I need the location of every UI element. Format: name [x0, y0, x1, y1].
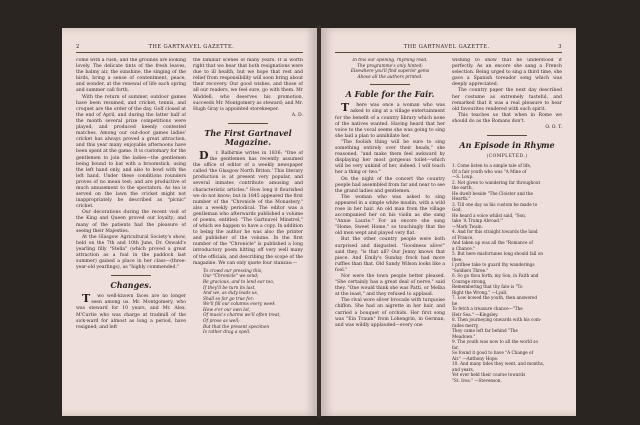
verse-line: How e'er our own lot, — [203, 307, 251, 313]
verse-line: Of prose as well; — [203, 319, 240, 325]
paragraph: The woman who was asked to sing appeared in a simple white muslin, with a wild rose in her hair. An old man from the village accompanied her on his violin as she sang "Annie Laurie." For an encore she sang "Home, Sweet Home," so touchingly that the old men wept and played very flat. — [335, 194, 445, 237]
paragraph: come with a rush, and the grounds are looking lovely. The delicate tints of the fresh leaves, the balmy air, the sunshine, the singing of the birds, bring a sense of contentment, peace, and wonder, at the renewal of life each spring and summer call forth. — [76, 58, 186, 94]
verse-line: And we, as duty leads us, — [203, 291, 259, 297]
verse-line: Our "Chronicle" we send; — [203, 274, 259, 280]
poem-line: So found it good to have "A Change of — [452, 350, 534, 356]
running-title: THE GARTNAVEL GAZETTE. — [403, 44, 490, 50]
paragraph: There was once a woman who was asked to sing at a village entertainment for the benefit of a country library which none of the natives wanted. Having heard that her voice to the vocal seems she was going to sing she laid a plan to annihilate her. — [335, 101, 445, 139]
verse-line: Of music's charms we'll often treat, — [203, 313, 281, 319]
poem-line: take 'A Trump Abroad.'" — [452, 218, 504, 224]
poem-line: far, — [452, 344, 459, 350]
poem-line: Meadows." — [452, 333, 476, 339]
poem-line: I prithee take to guard thy wanderings — [452, 262, 535, 268]
poem-line: 3. Till one day as his custom he made to — [452, 201, 538, 207]
left-page — [62, 28, 317, 416]
poem-line: thee, — [452, 256, 463, 262]
running-title: THE GARTNAVEL GAZETTE. — [148, 44, 235, 50]
paragraph: At the Glasgow Agricultural Society's show, held on the 7th and 10th June, Dr. Oswald's yearling filly "Stella" (which proved a great attraction as a foal in the paddock last summer) gained a place in her class—(three-year-old yearlings), as "highly commended." — [76, 234, 186, 271]
poem-line: "St. Ives." —Stevenson. — [452, 377, 502, 383]
poem-line: Air." —Anthony Hope. — [452, 355, 499, 361]
verse-line: Is rather drag a spell. — [203, 330, 251, 336]
poem-line: And taken up was all the "Romance of — [452, 240, 533, 246]
poem-line: "Soldiers Three." — [452, 267, 489, 273]
poem-line: Right the Wrong." —Lyall. — [452, 289, 508, 295]
poem-line: —Mark Twain. — [452, 223, 483, 229]
poem-line: He heard a voice whilst said, "Son, — [452, 212, 527, 218]
poem-line: 6. So go thou forth, my Son, in Faith and — [452, 273, 539, 279]
divider — [487, 135, 527, 136]
verse-line: Above all the authors printed. — [357, 74, 423, 80]
top-verse — [335, 58, 445, 80]
poem-line: the earth, — [452, 185, 473, 191]
verse-line: If they'll be turn its last, — [203, 285, 256, 291]
verse-line: We'll fill our columns every week — [203, 302, 275, 308]
poem-line: 1. Come listen to a simple tale of life, — [452, 163, 532, 169]
verse-line: In this our opening, rhyming read, — [352, 58, 428, 63]
poem-line: 5. But here misfortunes long should fall on — [452, 251, 543, 257]
poem-line: They came left far behind "The — [452, 328, 518, 334]
poem-line: He dwelt beside "The Cloister and the — [452, 190, 534, 196]
poem-line: 2. Not given to wandering far throughout — [452, 179, 541, 185]
poem-line: Courage strong, — [452, 278, 487, 284]
poem-line: Yet ever held their course towards — [452, 372, 526, 378]
poem-line: Remembering that thy fate is "To — [452, 284, 523, 290]
left-column-1 — [76, 58, 186, 331]
poem-line: Of a fair youth who was "A Mine of — [452, 168, 527, 174]
left-column-2 — [193, 58, 303, 336]
poem-line: 7. Low bowed the youth, then answered — [452, 295, 538, 301]
poem-line: To fetch a treasure chance—"The — [452, 306, 523, 312]
verse-line: Shall so far go true for: — [203, 296, 254, 302]
poem-line: 9. The youth was now to all the world so — [452, 339, 538, 345]
divider — [370, 84, 410, 85]
verse-line: The programme's only hinted; — [357, 63, 423, 69]
verse-line: Be gracious, and to lend ear too, — [203, 279, 275, 285]
poem-line: 8. Then journeying onwards with his com- — [452, 317, 542, 323]
verse-line: Elsewhere you'll find superior gems — [350, 69, 430, 75]
poem-line: rades merry, — [452, 322, 479, 328]
fable-body — [335, 103, 445, 328]
page-number: 2 — [76, 44, 80, 50]
right-page — [321, 28, 576, 416]
poem-line: Heir Sea." —Kingsley. — [452, 311, 499, 317]
paragraph: the familiar scenes of many years. It is worth right that we hear that both resignations were due to ill health, but we hope that rest and relief from responsibility will soon bring about their recovery. Our good wishes, and those of all our readers, we feel sure, go with them. Mr Waddell, who deserves his promotion, succeeds Mr. Montgomery as steward; and Mr. Hugh Gray is appointed storekeeper. — [193, 58, 303, 112]
section-title-magazine: The First Gartnavel Magazine. — [204, 127, 292, 147]
divider — [111, 275, 151, 276]
verse-line: But that the present specimen — [203, 324, 270, 330]
poem-line: and years, — [452, 366, 475, 372]
signature: A. D. — [291, 112, 303, 118]
left-page-header — [76, 40, 303, 53]
poem-line: of France, — [452, 234, 474, 240]
poem-line: 10. And many tides they went, and months, — [452, 361, 545, 367]
signature: O. O. T. — [545, 125, 562, 131]
right-page-header — [335, 40, 562, 53]
poem-line: Hearth." — [452, 196, 471, 202]
poem-line: God, — [452, 207, 462, 213]
paragraph: But the other country people were both surprised and disgusted. "Goodness alive!" said they, "is that all? Our Jenny knows that piece. And Emily's Sunday frock had more ruffles than that. Old Sandy Wilson looks like a fool." — [335, 237, 445, 273]
section-title-fable: A Fable for the Fair. — [345, 89, 435, 100]
section-title-episode: An Episode in Rhyme — [459, 140, 555, 151]
paragraph: The country paper the next day described her costume as extremely tasteful, and remarked that it was a real pleasure to hear old favourites rendered with such spirit. — [452, 88, 562, 112]
paragraph: Nor were the town people better pleased. "She certainly has a great deal of nerve," said they. "One would think she was Patti, or Melba at the least," and they refused to applaud. — [335, 274, 445, 298]
right-column-2 — [452, 58, 562, 383]
page-number: 3 — [558, 44, 562, 50]
episode-poem — [452, 163, 562, 383]
paragraph: "The foolish thing will be sure to sing something entirely over their heads," she reasoned, "and make them feel awkward by displaying her most gorgeous toilet—which will be very unkind of her, indeed. I will teach her a thing or two." — [335, 139, 445, 176]
paragraph: This teaches us that when in Rome we should do as the Romans don't. — [452, 112, 562, 124]
magazine-verse — [193, 269, 303, 336]
poem-line: he — [452, 300, 458, 306]
poem-line: a Chance." — [452, 245, 476, 251]
paragraph: Our decorations during the recent visit of the King and Queen proved our loyalty; and many of the patients had the pleasure of seeing their Majesties. — [76, 210, 186, 234]
paragraph: On the night of the concert the country people had assembled from far and near to see the grand ladies and gentlemen. — [335, 176, 445, 194]
poem-line: —S. Loup. — [452, 174, 474, 180]
paragraph: Dr. Balbirnie writes in 1836: "One of the gentlemen has recently assumed the office of editor of a weekly newspaper called 'the Glasgow North Briton.' This literary production is at present very popular, and several inmates contribute amusing and characteristic articles." How long it flourished we do not know; but in 1845 appeared the first number of the "Chronicle of the Monastery," also a weekly periodical. The editor was a gentleman who afterwards published a volume of poems, entitled: "The Gartnavel Minstrel," of which we happen to have a copy. In addition to being the author he was also the printer and publisher of the volume. In the first number of the "Chronicle" is published a long introductory poem hitting off very well many of the officials, and describing the scope of the magazine. We can only quote four stanzas:— — [193, 148, 303, 266]
right-column-1 — [335, 58, 445, 329]
paragraph: With the return of summer, outdoor games have been resumed, and cricket, tennis, and croquet are the order of the day. Golf closed at the end of April, and during the latter half of the month several prize competitions were played, and produced keenly contested matches. Among our out-door games ladies' cricket has always proved a great attraction, and this year many enjoyable afternoons have been spent at the game. It is customary for the gentlemen to join the ladies—the gentlemen being bound to bat with a broomstick, using the left hand only, and also to bowl with the left hand. Under these conditions rounders proves of no mean test; and are productive of much amusement to the spectators. As tea is served on the lawn the cricket might not inappropriately be described as "picnic" cricket. — [76, 94, 186, 210]
poem-line: 4. And for this straight towards the land — [452, 229, 538, 235]
paragraph: Two well-known faces are no longer seen among us. Mr. Montgomery, who was steward for 10 years, and Mr. Alex. M'Curtie who was charge at tradmill of the sick-ward for almost as long a period, have resigned; and left — [76, 292, 186, 330]
section-title-changes: Changes. — [110, 280, 152, 291]
paragraph: The rival wore silver brocade with turquoise chiffon. She had an aigrette in her hair, and carried a bouquet of orchids. Her first song was "Ein Traum" from Lohengrin, in German, and was wildly applauded—every one — [335, 298, 445, 328]
paragraph: wishing to show that he understood it perfectly. As an encore she sang a French selection. Being urged to sing a third time, she gave a Spanish toreador song which was deeply appreciated. — [452, 58, 562, 88]
divider — [228, 123, 268, 124]
section-subtitle: (COMPLETED.) — [486, 154, 528, 160]
verse-line: To crowd our pressing this, — [203, 268, 263, 274]
